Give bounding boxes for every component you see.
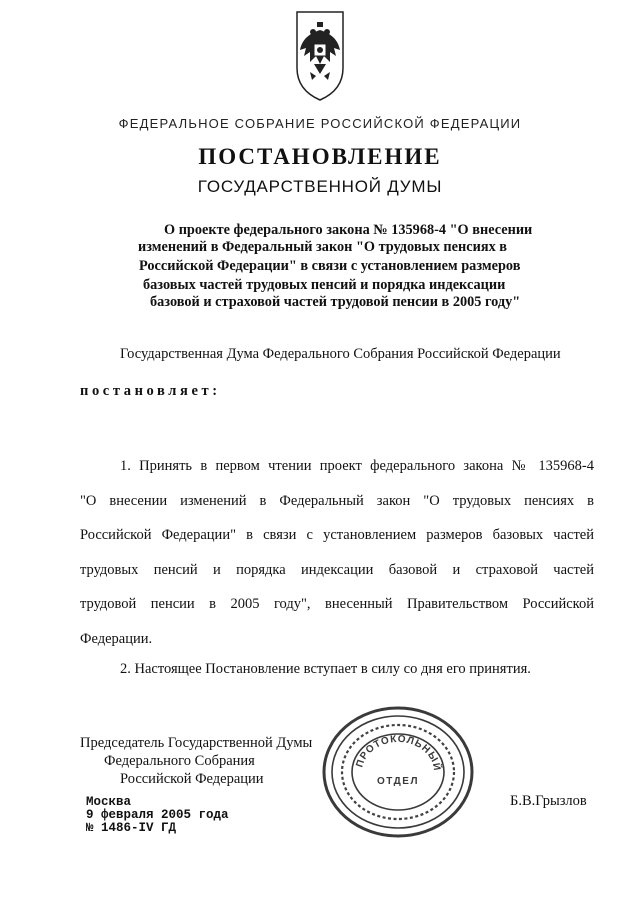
paragraph-line: 1. Принять в первом чтении проект федерального закона № 135968-4 — [120, 458, 594, 474]
office-seal-icon — [318, 702, 478, 842]
paragraph-line: трудовой пенсии в 2005 году", внесенный Правительством Российской — [80, 596, 594, 613]
document-number: № 1486-IV ГД — [86, 821, 177, 835]
paragraph-2: 2. Настоящее Постановление вступает в силу со дня его принятия. — [120, 661, 531, 677]
subject-line: Российской Федерации" в связи с установлением размеров — [139, 258, 521, 274]
subject-line: базовой и страховой частей трудовой пенсии в 2005 году" — [150, 294, 521, 310]
document-title: ПОСТАНОВЛЕНИЕ — [198, 144, 442, 169]
preamble-text: Государственная Дума Федерального Собрания Российской Федерации — [120, 346, 561, 362]
subject-line: базовых частей трудовых пенсий и порядка индексации — [143, 277, 506, 293]
decision-keyword: постановляет: — [80, 383, 221, 399]
paragraph-line: "О внесении изменений в Федеральный закон "О трудовых пенсиях в — [80, 492, 594, 509]
paragraph-line: Федерации. — [80, 630, 153, 647]
paragraph-1 — [80, 449, 594, 657]
stamp-center-text: ОТДЕЛ — [377, 776, 419, 787]
organization-name: ФЕДЕРАЛЬНОЕ СОБРАНИЕ РОССИЙСКОЙ ФЕДЕРАЦИИ — [118, 116, 522, 131]
subject-line: изменений в Федеральный закон "О трудовых пенсиях в — [138, 239, 508, 255]
signatory-position-line-1: Председатель Государственной Думы — [80, 735, 313, 751]
svg-text:ПРОТОКОЛЬНЫЙ — [354, 734, 444, 772]
state-emblem-icon — [294, 10, 346, 102]
issue-city: Москва — [86, 795, 132, 809]
signatory-position-line-3: Российской Федерации — [120, 771, 264, 787]
signatory-position-line-2: Федерального Собрания — [104, 753, 255, 769]
subject-line: О проекте федерального закона № 135968-4 "О внесении — [164, 222, 533, 238]
paragraph-line: Российской Федерации" в связи с установлением размеров базовых частей — [80, 527, 594, 544]
signer-name: Б.В.Грызлов — [510, 793, 587, 809]
paragraph-line: трудовых пенсий и порядка индексации базовой и страховой частей — [80, 561, 594, 578]
stamp-arc-text: ПРОТОКОЛЬНЫЙ — [354, 733, 443, 773]
document-subtitle: ГОСУДАРСТВЕННОЙ ДУМЫ — [197, 177, 443, 196]
issue-date: 9 февраля 2005 года — [86, 808, 229, 822]
